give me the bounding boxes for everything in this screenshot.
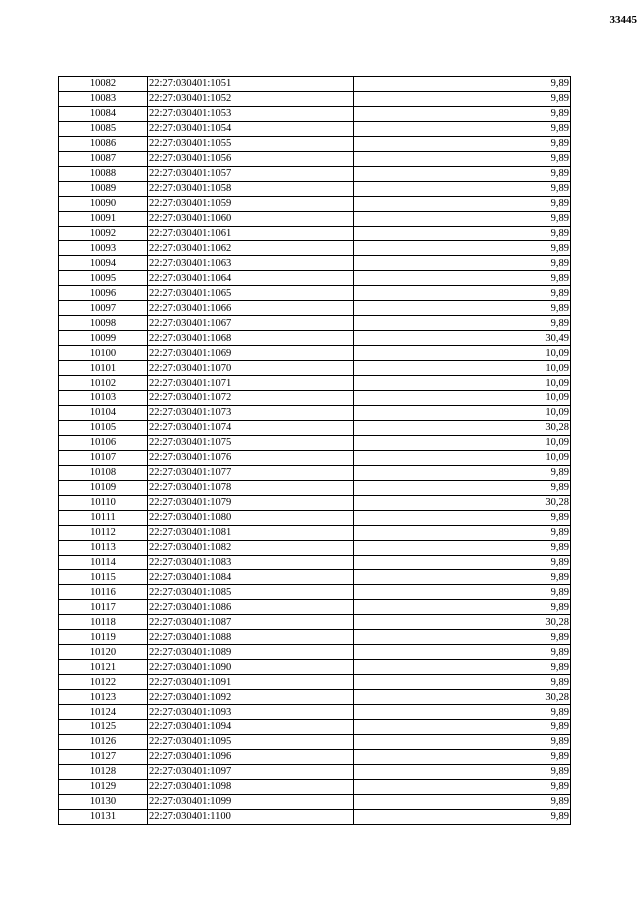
row-number-cell: 10091 xyxy=(59,211,148,226)
cadastral-number-cell: 22:27:030401:1065 xyxy=(148,286,354,301)
area-value-cell: 9,89 xyxy=(354,794,571,809)
cadastral-number-cell: 22:27:030401:1051 xyxy=(148,77,354,92)
area-value-cell: 9,89 xyxy=(354,301,571,316)
table-row xyxy=(59,749,571,764)
table-row xyxy=(59,450,571,465)
area-value-cell: 9,89 xyxy=(354,226,571,241)
cadastral-number-cell: 22:27:030401:1068 xyxy=(148,331,354,346)
table-row xyxy=(59,480,571,495)
cadastral-number-cell: 22:27:030401:1077 xyxy=(148,465,354,480)
table-row xyxy=(59,136,571,151)
area-value-cell: 9,89 xyxy=(354,585,571,600)
row-number-cell: 10099 xyxy=(59,331,148,346)
table-row xyxy=(59,196,571,211)
cadastral-number-cell: 22:27:030401:1100 xyxy=(148,809,354,824)
area-value-cell: 9,89 xyxy=(354,316,571,331)
table-row xyxy=(59,346,571,361)
table-row xyxy=(59,510,571,525)
table-row xyxy=(59,690,571,705)
table-row xyxy=(59,405,571,420)
cadastral-number-cell: 22:27:030401:1088 xyxy=(148,630,354,645)
cadastral-number-cell: 22:27:030401:1084 xyxy=(148,570,354,585)
table-row xyxy=(59,809,571,824)
cadastral-number-cell: 22:27:030401:1055 xyxy=(148,136,354,151)
row-number-cell: 10108 xyxy=(59,465,148,480)
area-value-cell: 9,89 xyxy=(354,77,571,92)
row-number-cell: 10117 xyxy=(59,600,148,615)
table-row xyxy=(59,181,571,196)
table-row xyxy=(59,465,571,480)
cadastral-number-cell: 22:27:030401:1053 xyxy=(148,106,354,121)
table-row xyxy=(59,420,571,435)
area-value-cell: 30,28 xyxy=(354,420,571,435)
cadastral-number-cell: 22:27:030401:1085 xyxy=(148,585,354,600)
area-value-cell: 9,89 xyxy=(354,271,571,286)
cadastral-number-cell: 22:27:030401:1052 xyxy=(148,91,354,106)
area-value-cell: 10,09 xyxy=(354,346,571,361)
row-number-cell: 10097 xyxy=(59,301,148,316)
row-number-cell: 10086 xyxy=(59,136,148,151)
area-value-cell: 9,89 xyxy=(354,510,571,525)
row-number-cell: 10089 xyxy=(59,181,148,196)
row-number-cell: 10113 xyxy=(59,540,148,555)
cadastral-number-cell: 22:27:030401:1096 xyxy=(148,749,354,764)
cadastral-number-cell: 22:27:030401:1095 xyxy=(148,734,354,749)
row-number-cell: 10125 xyxy=(59,719,148,734)
table-row xyxy=(59,585,571,600)
area-value-cell: 10,09 xyxy=(354,405,571,420)
row-number-cell: 10096 xyxy=(59,286,148,301)
table-row xyxy=(59,271,571,286)
row-number-cell: 10126 xyxy=(59,734,148,749)
registry-table xyxy=(58,76,571,825)
area-value-cell: 9,89 xyxy=(354,809,571,824)
row-number-cell: 10107 xyxy=(59,450,148,465)
cadastral-number-cell: 22:27:030401:1099 xyxy=(148,794,354,809)
table-row xyxy=(59,600,571,615)
cadastral-number-cell: 22:27:030401:1073 xyxy=(148,405,354,420)
area-value-cell: 9,89 xyxy=(354,705,571,720)
cadastral-number-cell: 22:27:030401:1054 xyxy=(148,121,354,136)
table-row xyxy=(59,151,571,166)
row-number-cell: 10131 xyxy=(59,809,148,824)
area-value-cell: 9,89 xyxy=(354,211,571,226)
cadastral-number-cell: 22:27:030401:1067 xyxy=(148,316,354,331)
table-row xyxy=(59,241,571,256)
cadastral-number-cell: 22:27:030401:1083 xyxy=(148,555,354,570)
table-row xyxy=(59,540,571,555)
table-row xyxy=(59,645,571,660)
row-number-cell: 10093 xyxy=(59,241,148,256)
area-value-cell: 9,89 xyxy=(354,645,571,660)
table-row xyxy=(59,719,571,734)
row-number-cell: 10098 xyxy=(59,316,148,331)
cadastral-number-cell: 22:27:030401:1089 xyxy=(148,645,354,660)
row-number-cell: 10100 xyxy=(59,346,148,361)
area-value-cell: 9,89 xyxy=(354,779,571,794)
row-number-cell: 10095 xyxy=(59,271,148,286)
cadastral-number-cell: 22:27:030401:1056 xyxy=(148,151,354,166)
cadastral-number-cell: 22:27:030401:1078 xyxy=(148,480,354,495)
area-value-cell: 10,09 xyxy=(354,391,571,406)
area-value-cell: 9,89 xyxy=(354,286,571,301)
row-number-cell: 10092 xyxy=(59,226,148,241)
table-row xyxy=(59,705,571,720)
area-value-cell: 9,89 xyxy=(354,121,571,136)
area-value-cell: 9,89 xyxy=(354,555,571,570)
area-value-cell: 10,09 xyxy=(354,450,571,465)
area-value-cell: 9,89 xyxy=(354,570,571,585)
cadastral-number-cell: 22:27:030401:1075 xyxy=(148,435,354,450)
table-row xyxy=(59,211,571,226)
area-value-cell: 9,89 xyxy=(354,196,571,211)
area-value-cell: 30,28 xyxy=(354,495,571,510)
area-value-cell: 9,89 xyxy=(354,600,571,615)
row-number-cell: 10129 xyxy=(59,779,148,794)
row-number-cell: 10109 xyxy=(59,480,148,495)
cadastral-number-cell: 22:27:030401:1080 xyxy=(148,510,354,525)
row-number-cell: 10120 xyxy=(59,645,148,660)
row-number-cell: 10088 xyxy=(59,166,148,181)
area-value-cell: 9,89 xyxy=(354,749,571,764)
row-number-cell: 10127 xyxy=(59,749,148,764)
table-row xyxy=(59,555,571,570)
cadastral-number-cell: 22:27:030401:1097 xyxy=(148,764,354,779)
table-row xyxy=(59,331,571,346)
cadastral-number-cell: 22:27:030401:1063 xyxy=(148,256,354,271)
area-value-cell: 10,09 xyxy=(354,361,571,376)
table-row xyxy=(59,256,571,271)
row-number-cell: 10101 xyxy=(59,361,148,376)
table-row xyxy=(59,495,571,510)
cadastral-number-cell: 22:27:030401:1071 xyxy=(148,376,354,391)
cadastral-number-cell: 22:27:030401:1081 xyxy=(148,525,354,540)
cadastral-number-cell: 22:27:030401:1087 xyxy=(148,615,354,630)
cadastral-number-cell: 22:27:030401:1098 xyxy=(148,779,354,794)
cadastral-number-cell: 22:27:030401:1076 xyxy=(148,450,354,465)
table-row xyxy=(59,77,571,92)
table-row xyxy=(59,435,571,450)
row-number-cell: 10087 xyxy=(59,151,148,166)
cadastral-number-cell: 22:27:030401:1070 xyxy=(148,361,354,376)
table-row xyxy=(59,764,571,779)
row-number-cell: 10115 xyxy=(59,570,148,585)
cadastral-number-cell: 22:27:030401:1062 xyxy=(148,241,354,256)
area-value-cell: 9,89 xyxy=(354,525,571,540)
area-value-cell: 30,49 xyxy=(354,331,571,346)
row-number-cell: 10114 xyxy=(59,555,148,570)
cadastral-number-cell: 22:27:030401:1094 xyxy=(148,719,354,734)
table-row xyxy=(59,570,571,585)
cadastral-number-cell: 22:27:030401:1082 xyxy=(148,540,354,555)
area-value-cell: 9,89 xyxy=(354,660,571,675)
area-value-cell: 9,89 xyxy=(354,256,571,271)
cadastral-number-cell: 22:27:030401:1072 xyxy=(148,391,354,406)
row-number-cell: 10083 xyxy=(59,91,148,106)
area-value-cell: 9,89 xyxy=(354,91,571,106)
page-number: 33445 xyxy=(609,14,637,26)
area-value-cell: 9,89 xyxy=(354,719,571,734)
cadastral-number-cell: 22:27:030401:1057 xyxy=(148,166,354,181)
table-row xyxy=(59,166,571,181)
area-value-cell: 9,89 xyxy=(354,480,571,495)
row-number-cell: 10128 xyxy=(59,764,148,779)
cadastral-number-cell: 22:27:030401:1092 xyxy=(148,690,354,705)
registry-table-body xyxy=(59,77,571,825)
row-number-cell: 10084 xyxy=(59,106,148,121)
table-row xyxy=(59,361,571,376)
row-number-cell: 10112 xyxy=(59,525,148,540)
cadastral-number-cell: 22:27:030401:1059 xyxy=(148,196,354,211)
area-value-cell: 9,89 xyxy=(354,764,571,779)
area-value-cell: 30,28 xyxy=(354,690,571,705)
cadastral-number-cell: 22:27:030401:1090 xyxy=(148,660,354,675)
row-number-cell: 10090 xyxy=(59,196,148,211)
row-number-cell: 10121 xyxy=(59,660,148,675)
table-row xyxy=(59,615,571,630)
row-number-cell: 10123 xyxy=(59,690,148,705)
area-value-cell: 9,89 xyxy=(354,734,571,749)
row-number-cell: 10085 xyxy=(59,121,148,136)
area-value-cell: 9,89 xyxy=(354,106,571,121)
table-row xyxy=(59,226,571,241)
table-row xyxy=(59,121,571,136)
area-value-cell: 9,89 xyxy=(354,465,571,480)
cadastral-number-cell: 22:27:030401:1079 xyxy=(148,495,354,510)
table-row xyxy=(59,779,571,794)
row-number-cell: 10116 xyxy=(59,585,148,600)
area-value-cell: 9,89 xyxy=(354,540,571,555)
row-number-cell: 10106 xyxy=(59,435,148,450)
table-row xyxy=(59,675,571,690)
row-number-cell: 10118 xyxy=(59,615,148,630)
table-row xyxy=(59,525,571,540)
area-value-cell: 10,09 xyxy=(354,435,571,450)
row-number-cell: 10111 xyxy=(59,510,148,525)
cadastral-number-cell: 22:27:030401:1060 xyxy=(148,211,354,226)
row-number-cell: 10103 xyxy=(59,391,148,406)
table-row xyxy=(59,734,571,749)
row-number-cell: 10104 xyxy=(59,405,148,420)
row-number-cell: 10130 xyxy=(59,794,148,809)
cadastral-number-cell: 22:27:030401:1086 xyxy=(148,600,354,615)
cadastral-number-cell: 22:27:030401:1064 xyxy=(148,271,354,286)
row-number-cell: 10082 xyxy=(59,77,148,92)
row-number-cell: 10110 xyxy=(59,495,148,510)
table-row xyxy=(59,91,571,106)
cadastral-number-cell: 22:27:030401:1069 xyxy=(148,346,354,361)
cadastral-number-cell: 22:27:030401:1061 xyxy=(148,226,354,241)
table-row xyxy=(59,301,571,316)
area-value-cell: 30,28 xyxy=(354,615,571,630)
area-value-cell: 9,89 xyxy=(354,136,571,151)
cadastral-number-cell: 22:27:030401:1091 xyxy=(148,675,354,690)
area-value-cell: 9,89 xyxy=(354,630,571,645)
table-row xyxy=(59,630,571,645)
cadastral-number-cell: 22:27:030401:1058 xyxy=(148,181,354,196)
row-number-cell: 10122 xyxy=(59,675,148,690)
row-number-cell: 10102 xyxy=(59,376,148,391)
row-number-cell: 10119 xyxy=(59,630,148,645)
row-number-cell: 10124 xyxy=(59,705,148,720)
area-value-cell: 9,89 xyxy=(354,151,571,166)
area-value-cell: 9,89 xyxy=(354,181,571,196)
table-row xyxy=(59,660,571,675)
area-value-cell: 9,89 xyxy=(354,675,571,690)
table-row xyxy=(59,376,571,391)
area-value-cell: 9,89 xyxy=(354,166,571,181)
table-row xyxy=(59,794,571,809)
table-row xyxy=(59,106,571,121)
table-row xyxy=(59,286,571,301)
row-number-cell: 10094 xyxy=(59,256,148,271)
cadastral-number-cell: 22:27:030401:1066 xyxy=(148,301,354,316)
table-row xyxy=(59,316,571,331)
table-row xyxy=(59,391,571,406)
area-value-cell: 10,09 xyxy=(354,376,571,391)
cadastral-number-cell: 22:27:030401:1074 xyxy=(148,420,354,435)
row-number-cell: 10105 xyxy=(59,420,148,435)
area-value-cell: 9,89 xyxy=(354,241,571,256)
cadastral-number-cell: 22:27:030401:1093 xyxy=(148,705,354,720)
